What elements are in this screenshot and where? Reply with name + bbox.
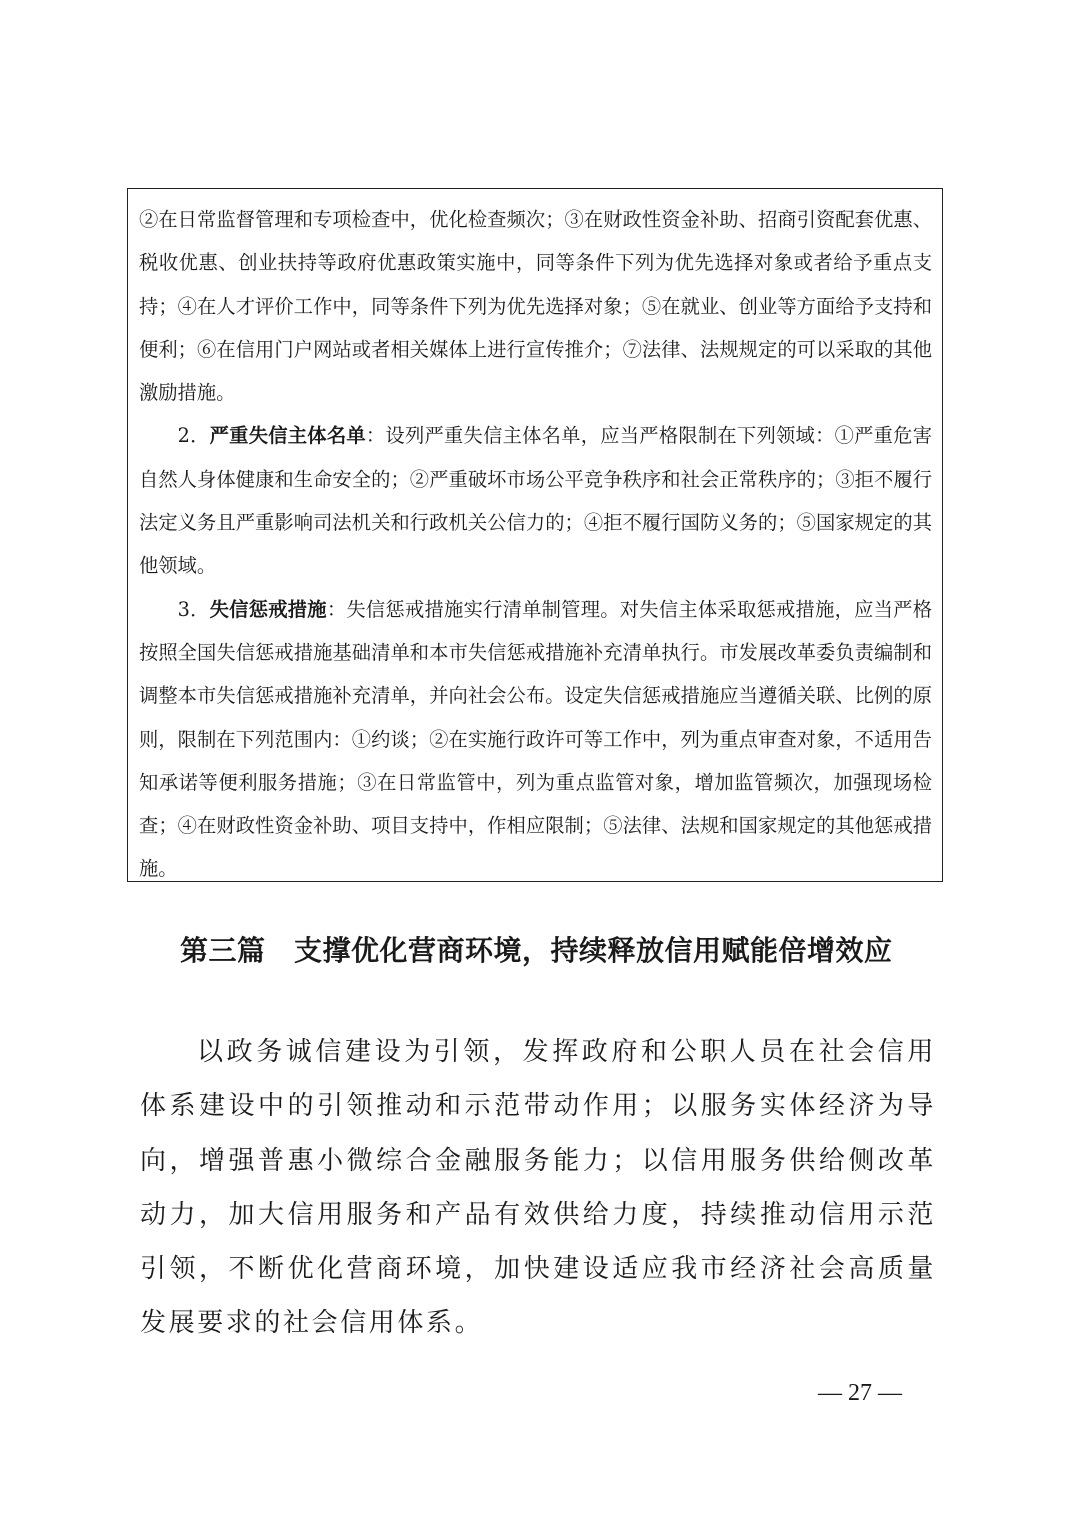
chapter-title: 第三篇 支撑优化营商环境，持续释放信用赋能倍增效应 <box>180 934 893 967</box>
page-number: — 27 — <box>818 1380 902 1406</box>
body-paragraph: 以政务诚信建设为引领，发挥政府和公职人员在社会信用体系建设中的引领推动和示范带动作用；以服务实体经济为导向，增强普惠小微综合金融服务能力；以信用服务供给侧改革动力，加大信用服务和产品有效供给力度，持续推动信用示范引领，不断优化营商环境，加快建设适应我市经济社会高质量发展要求的社会信用体系。 <box>140 1037 936 1339</box>
policy-text-box <box>127 188 943 882</box>
box-item-dishonesty-penalties <box>139 588 932 891</box>
box-paragraph-incentives: ②在日常监督管理和专项检查中，优化检查频次；③在财政性资金补助、招商引资配套优惠、税收优惠、创业扶持等政府优惠政策实施中，同等条件下列为优先选择对象或者给予重点支持；④在人才评价工作中，同等条件下列为优先选择对象；⑤在就业、创业等方面给予支持和便利；⑥在信用门户网站或者相关媒体上进行宣传推介；⑦法律、法规规定的可以采取的其他激励措施。 <box>139 208 932 405</box>
item-number: 2． <box>177 424 210 448</box>
item-text: ：设列严重失信主体名单，应当严格限制在下列领域：①严重危害自然人身体健康和生命安全的；②严重破坏市场公平竞争秩序和社会正常秩序的；③拒不履行法定义务且严重影响司法机关和行政机关公信力的；④拒不履行国防义务的；⑤国家规定的其他领域。 <box>139 424 932 578</box>
item-number: 3． <box>177 597 210 621</box>
item-term: 严重失信主体名单 <box>209 424 366 448</box>
box-item-serious-dishonesty-list <box>139 414 932 587</box>
item-text: ：失信惩戒措施实行清单制管理。对失信主体采取惩戒措施，应当严格按照全国失信惩戒措施基础清单和本市失信惩戒措施补充清单执行。市发展改革委负责编制和调整本市失信惩戒措施补充清单，并向社会公布。设定失信惩戒措施应当遵循关联、比例的原则，限制在下列范围内：①约谈；②在实施行政许可等工作中，列为重点审查对象，不适用告知承诺等便利服务措施；③在日常监管中，列为重点监管对象，增加监管频次，加强现场检查；④在财政性资金补助、项目支持中，作相应限制；⑤法律、法规和国家规定的其他惩戒措施。 <box>139 597 932 881</box>
item-term: 失信惩戒措施 <box>209 597 327 621</box>
